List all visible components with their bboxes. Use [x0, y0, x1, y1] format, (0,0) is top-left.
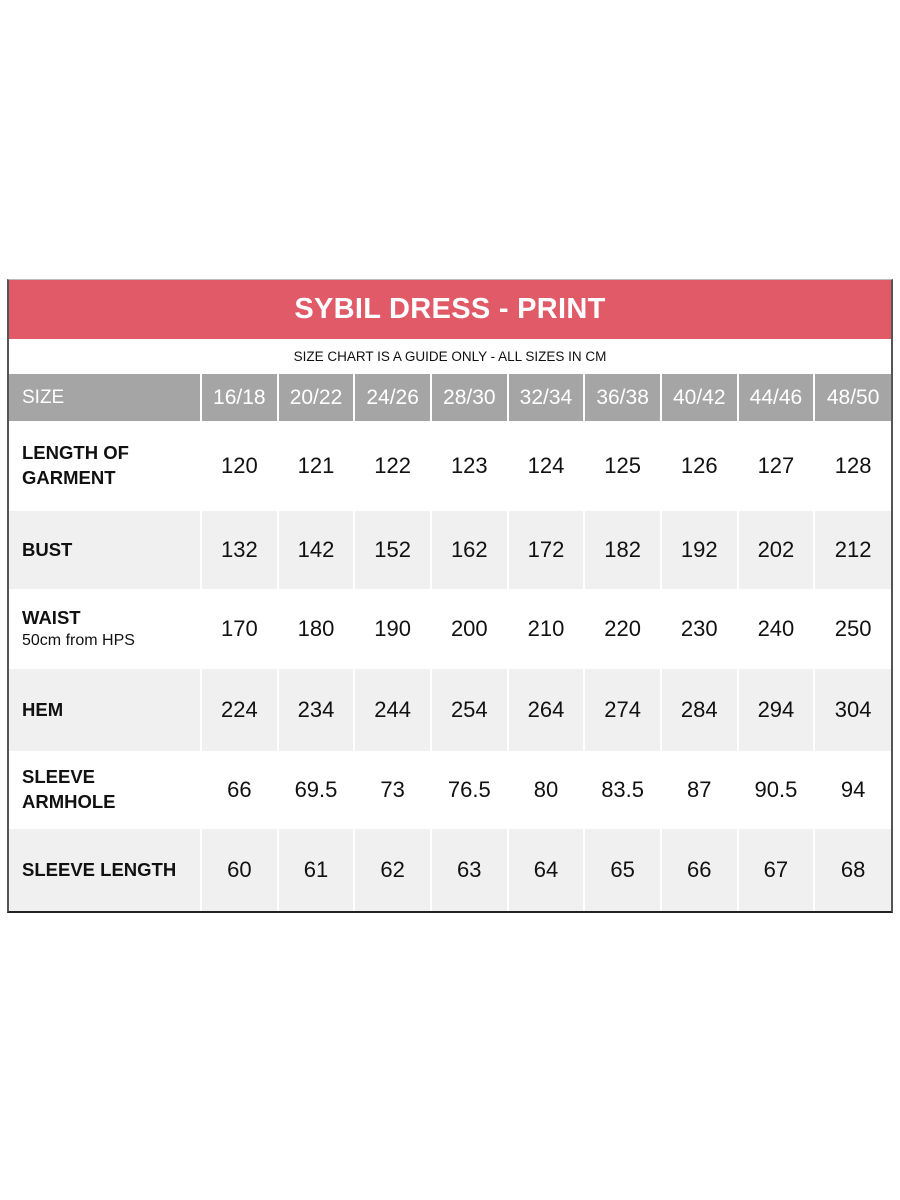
- table-cell: 63: [431, 829, 508, 911]
- table-cell: 69.5: [278, 751, 355, 829]
- table-cell: 76.5: [431, 751, 508, 829]
- table-row-waist: [9, 589, 891, 669]
- table-cell: 60: [201, 829, 278, 911]
- table-cell: 304: [814, 669, 891, 751]
- table-cell: 224: [201, 669, 278, 751]
- table-cell: 200: [431, 589, 508, 669]
- table-cell: 122: [354, 421, 431, 511]
- table-cell: 87: [661, 751, 738, 829]
- table-cell: 240: [738, 589, 815, 669]
- size-header-row: [9, 374, 891, 421]
- table-cell: 180: [278, 589, 355, 669]
- table-cell: 162: [431, 511, 508, 589]
- table-cell: 192: [661, 511, 738, 589]
- table-row-hem: [9, 669, 891, 751]
- table-cell: 254: [431, 669, 508, 751]
- table-cell: 274: [584, 669, 661, 751]
- size-header-cell: 36/38: [584, 374, 661, 421]
- row-label-line1: SLEEVE: [22, 766, 95, 788]
- size-header-cell: 28/30: [431, 374, 508, 421]
- chart-subtitle: [9, 339, 891, 374]
- table-cell: 125: [584, 421, 661, 511]
- size-header-cell: 48/50: [814, 374, 891, 421]
- row-label: [9, 421, 201, 511]
- table-cell: 65: [584, 829, 661, 911]
- row-label-line1: LENGTH OF: [22, 442, 129, 464]
- row-label: [9, 589, 201, 669]
- table-cell: 121: [278, 421, 355, 511]
- row-label-note: 50cm from HPS: [22, 632, 135, 650]
- chart-title-text: SYBIL DRESS - PRINT: [294, 293, 606, 325]
- table-cell: 124: [508, 421, 585, 511]
- row-label: [9, 751, 201, 829]
- table-cell: 220: [584, 589, 661, 669]
- table-cell: 128: [814, 421, 891, 511]
- size-header-cell: 40/42: [661, 374, 738, 421]
- row-label-line1: HEM: [22, 698, 64, 720]
- table-cell: 142: [278, 511, 355, 589]
- table-cell: 170: [201, 589, 278, 669]
- size-header-label: SIZE: [9, 374, 201, 421]
- row-label-line2: GARMENT: [22, 467, 116, 488]
- size-header-cell: 20/22: [278, 374, 355, 421]
- table-cell: 210: [508, 589, 585, 669]
- table-cell: 202: [738, 511, 815, 589]
- table-cell: 294: [738, 669, 815, 751]
- row-label-line2: ARMHOLE: [22, 791, 116, 812]
- table-cell: 123: [431, 421, 508, 511]
- table-cell: 83.5: [584, 751, 661, 829]
- row-label: [9, 829, 201, 911]
- table-cell: 90.5: [738, 751, 815, 829]
- table-cell: 94: [814, 751, 891, 829]
- table-cell: 212: [814, 511, 891, 589]
- row-label-line1: WAIST: [22, 607, 81, 629]
- size-header-cell: 44/46: [738, 374, 815, 421]
- table-cell: 126: [661, 421, 738, 511]
- table-row-sleeve-length: [9, 829, 891, 911]
- table-row-sleeve-armhole: [9, 751, 891, 829]
- table-cell: 64: [508, 829, 585, 911]
- table-cell: 62: [354, 829, 431, 911]
- table-cell: 67: [738, 829, 815, 911]
- table-cell: 264: [508, 669, 585, 751]
- table-cell: 68: [814, 829, 891, 911]
- table-cell: 172: [508, 511, 585, 589]
- size-header-cell: 24/26: [354, 374, 431, 421]
- table-cell: 284: [661, 669, 738, 751]
- table-cell: 120: [201, 421, 278, 511]
- table-cell: 66: [201, 751, 278, 829]
- chart-subtitle-text: SIZE CHART IS A GUIDE ONLY - ALL SIZES IN CM: [293, 349, 607, 364]
- table-cell: 61: [278, 829, 355, 911]
- size-chart: [7, 279, 893, 913]
- table-cell: 190: [354, 589, 431, 669]
- row-label-line1: SLEEVE LENGTH: [22, 858, 177, 880]
- chart-title: [9, 280, 891, 339]
- table-row-length-of-garment: [9, 421, 891, 511]
- size-table: [9, 374, 891, 911]
- table-cell: 127: [738, 421, 815, 511]
- table-row-bust: [9, 511, 891, 589]
- table-cell: 152: [354, 511, 431, 589]
- table-cell: 244: [354, 669, 431, 751]
- row-label: [9, 511, 201, 589]
- table-cell: 234: [278, 669, 355, 751]
- table-cell: 182: [584, 511, 661, 589]
- size-header-cell: 16/18: [201, 374, 278, 421]
- table-cell: 250: [814, 589, 891, 669]
- table-cell: 230: [661, 589, 738, 669]
- table-cell: 132: [201, 511, 278, 589]
- size-header-cell: 32/34: [508, 374, 585, 421]
- table-cell: 73: [354, 751, 431, 829]
- row-label-line1: BUST: [22, 538, 73, 560]
- row-label: [9, 669, 201, 751]
- table-cell: 66: [661, 829, 738, 911]
- table-cell: 80: [508, 751, 585, 829]
